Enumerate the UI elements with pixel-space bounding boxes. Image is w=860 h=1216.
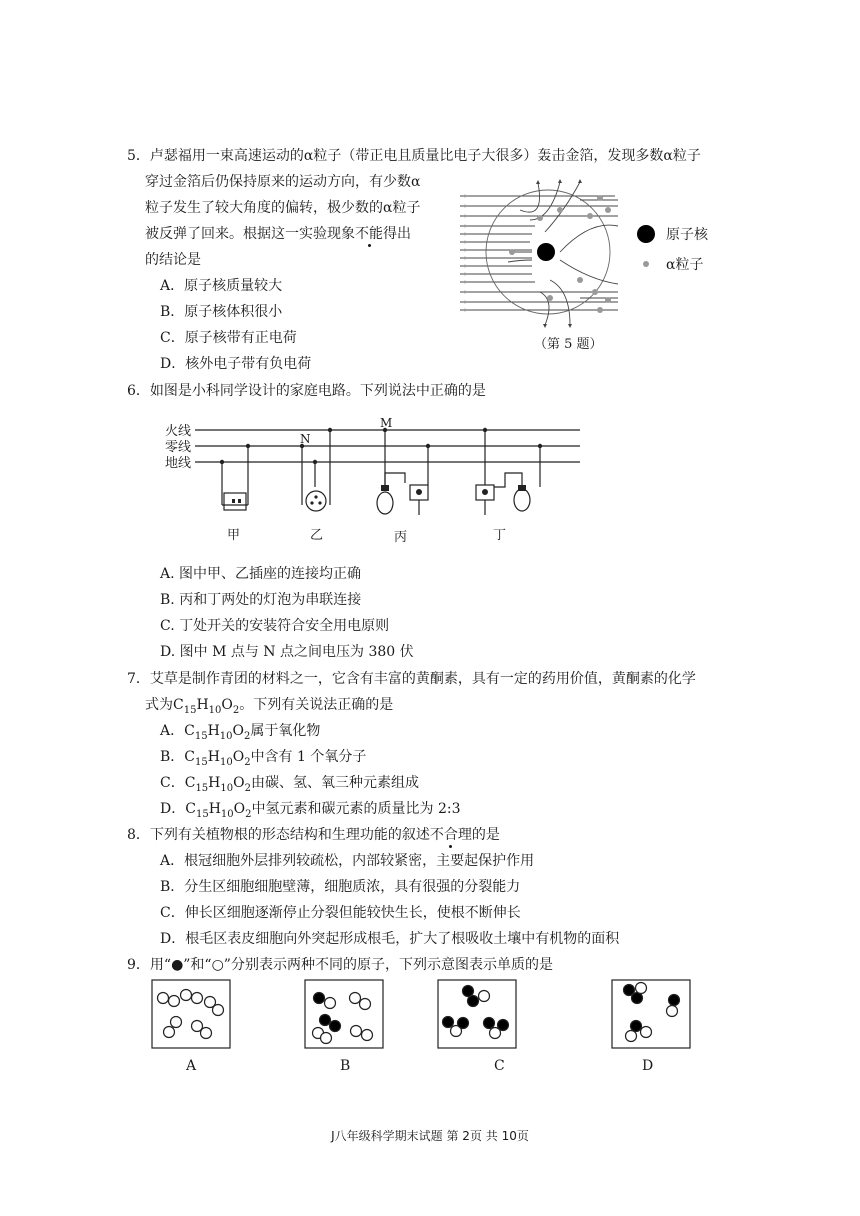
q6-option-c[interactable]: C. 丁处开关的安装符合安全用电原则 [160, 618, 390, 634]
q5-stem-line-4 [145, 224, 411, 244]
q8-option-c[interactable]: C．伸长区细胞逐渐停止分裂但能较快生长，使根不断伸长 [160, 905, 521, 921]
wire-neutral-label: 零线 [165, 440, 192, 455]
q7-option-b[interactable]: B．$C_{15}H_{10}O_2$中含有 1 个氧分子 [160, 749, 367, 768]
legend-nucleus-icon [637, 225, 655, 243]
q7-stem-text: 式为 [145, 697, 173, 713]
chemical-formula: $C_{15}H_{10}O_2$ [173, 697, 240, 716]
q5-stem-line-2: 穿过金箔后仍保持原来的运动方向，有少数α [145, 174, 421, 190]
q5-stem-text: 被反弹了回来。根据这一实验现象 [145, 226, 355, 242]
q7-stem-text: 。下列有关说法正确的是 [239, 697, 394, 713]
q7-stem-line-1: 7．艾草是制作青团的材料之一，它含有丰富的黄酮素，具有一定的药用价值，黄酮素的化学 [127, 671, 696, 687]
q5-figure-caption: （第 5 题） [534, 337, 603, 352]
q8-stem-text: 的是 [471, 827, 500, 843]
q6-option-d[interactable]: D. 图中 M 点与 N 点之间电压为 380 伏 [160, 644, 414, 660]
rutherford-diagram [450, 180, 730, 355]
circuit-label-jia: 甲 [227, 528, 241, 543]
circuit-label-ding: 丁 [493, 528, 507, 543]
q9-label-a: A [186, 1058, 197, 1074]
q5-stem-line-3: 粒子发生了较大角度的偏转，极少数的α粒子 [145, 200, 421, 216]
q8-option-d[interactable]: D．根毛区表皮细胞向外突起形成根毛，扩大了根吸收土壤中有机物的面积 [160, 931, 620, 947]
wire-live-label: 火线 [165, 424, 192, 439]
chemical-formula: $C_{15}H_{10}O_2$ [184, 775, 251, 794]
point-n-label: N [300, 432, 311, 446]
q5-option-c[interactable]: C．原子核带有正电荷 [160, 330, 297, 346]
q8-option-a[interactable]: A．根冠细胞外层排列较疏松，内部较紧密，主要起保护作用 [160, 853, 535, 869]
chemical-formula: $C_{15}H_{10}O_2$ [184, 749, 251, 768]
legend-alpha-label: α粒子 [666, 257, 704, 273]
q6-stem: 6．如图是小科同学设计的家庭电路。下列说法中正确的是 [127, 383, 486, 399]
q7-option-c[interactable]: C．$C_{15}H_{10}O_2$由碳、氢、氧三种元素组成 [160, 775, 419, 794]
chemical-formula: $C_{15}H_{10}O_2$ [185, 801, 252, 820]
box-c [438, 980, 516, 1048]
q8-stem-text: 8．下列有关植物根的形态结构和生理功能的叙述 [127, 827, 430, 843]
circuit-label-yi: 乙 [310, 528, 324, 543]
legend-alpha-icon [643, 261, 649, 267]
page-footer: J八年级科学期末试题 第 2页 共 10页 [331, 1129, 529, 1143]
q5-stem-line-1: 5．卢瑟福用一束高速运动的α粒子（带正电且质量比电子大很多）轰击金箔，发现多数α粒子 [127, 148, 701, 164]
q5-stem-text: 得出 [383, 226, 411, 242]
q8-emphasis: 不合理 [429, 827, 472, 843]
q9-label-b: B [340, 1058, 351, 1074]
household-circuit-diagram [160, 415, 590, 550]
q9-label-c: C [494, 1058, 505, 1074]
point-m-label: M [380, 416, 393, 430]
circuit-label-bing: 丙 [394, 530, 408, 545]
q7-stem-line-2 [145, 695, 393, 721]
q8-stem [127, 825, 500, 845]
q5-option-d[interactable]: D．核外电子带有负电荷 [160, 356, 312, 372]
q5-emphasis: 不能 [355, 226, 383, 242]
q9-stem: 9．用“●”和“○”分别表示两种不同的原子，下列示意图表示单质的是 [127, 957, 553, 973]
q7-option-d[interactable]: D．$C_{15}H_{10}O_2$中氢元素和碳元素的质量比为 2:3 [160, 801, 461, 820]
q7-option-a[interactable]: A．$C_{15}H_{10}O_2$属于氧化物 [160, 723, 321, 742]
q6-option-a[interactable]: A. 图中甲、乙插座的连接均正确 [160, 566, 362, 582]
wire-ground-label: 地线 [165, 456, 192, 471]
chemical-formula: $C_{15}H_{10}O_2$ [184, 723, 251, 742]
q5-option-b[interactable]: B．原子核体积很小 [160, 304, 283, 320]
q6-option-b[interactable]: B. 丙和丁两处的灯泡为串联连接 [160, 592, 362, 608]
q9-particle-diagrams [150, 978, 700, 1078]
q8-option-b[interactable]: B．分生区细胞细胞壁薄，细胞质浓，具有很强的分裂能力 [160, 879, 521, 895]
q5-option-a[interactable]: A．原子核质量较大 [160, 278, 283, 294]
q5-stem-line-5: 的结论是 [145, 252, 201, 268]
legend-nucleus-label: 原子核 [666, 227, 708, 243]
q9-label-d: D [642, 1058, 654, 1074]
